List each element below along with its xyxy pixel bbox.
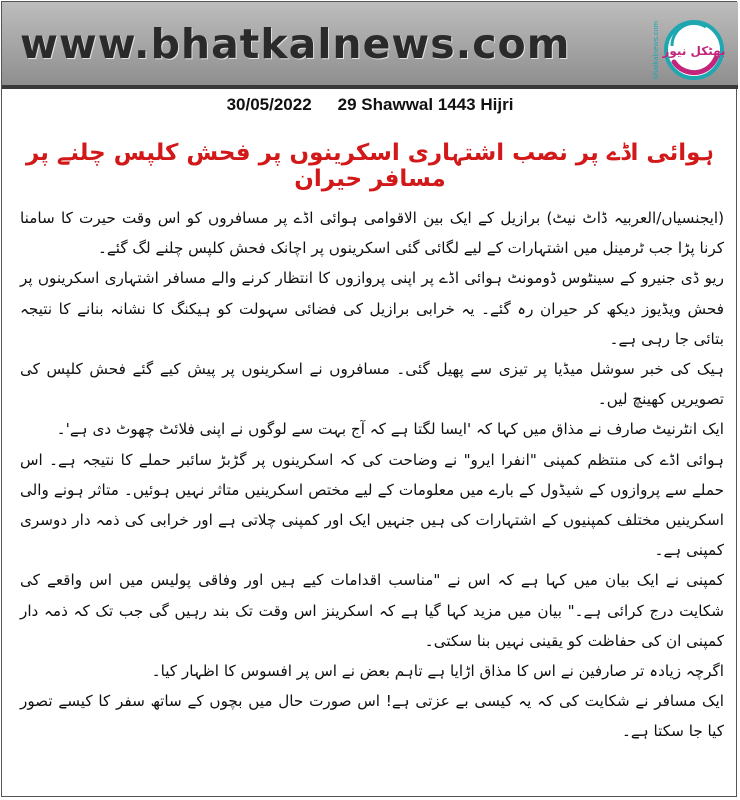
- article-body: [20, 203, 724, 747]
- article-paragraph: ایک مسافر نے شکایت کی کہ یہ کیسی بے عزتی ہے! اس صورت حال میں بچوں کے ساتھ سفر کا کیسے تصور کیا جا سکتا ہے۔: [20, 692, 724, 741]
- logo-side-text: bhatkalnews.com: [651, 21, 660, 79]
- article-paragraph: ہوائی اڈے کی منتظم کمپنی "انفرا ایرو" نے وضاحت کی کہ اسکرینوں پر گڑبڑ سائبر حملے کا نتیجہ ہے۔ اس حملے سے پروازوں کے شیڈول کے بارے میں معلومات کے لیے مختص اسکرینیں متاثر نہیں ہوئیں۔ متاثر ہونے والی اسکرینیں مختلف کمپنیوں کے اشتہارات کی ہیں جنہیں ایک اور کمپنی چلاتی ہے اور خرابی کی ذمہ دار دوسری کمپنی ہے۔: [20, 450, 724, 560]
- article-paragraph: ایک انٹرنیٹ صارف نے مذاق میں کہا کہ 'ایسا لگتا ہے کہ آج بہت سے لوگوں نے اپنی فلائٹ چھوٹ دی ہے'۔: [56, 420, 724, 439]
- logo-text: بھٹکل نیوز: [662, 44, 726, 58]
- bhatkalnews-logo: [644, 10, 730, 90]
- banner-divider: [2, 85, 738, 89]
- article-paragraph: ہیک کی خبر سوشل میڈیا پر تیزی سے پھیل گئی۔ مسافروں نے اسکرینوں پر پیش کیے گئے فحش کلپس کی تصویریں کھینچ لیں۔: [20, 360, 724, 409]
- article-headline: ہوائی اڈے پر نصب اشتہاری اسکرینوں پر فحش کلپس چلنے پر مسافر حیران: [25, 140, 715, 192]
- article-paragraph: ریو ڈی جنیرو کے سینٹوس ڈومونٹ ہوائی اڈے پر اپنی پروازوں کا انتظار کرنے والے مسافر اشتہاری اسکرینوں پر فحش ویڈیوز دیکھ کر حیران رہ گئے۔ یہ خرابی برازیل کی فضائی سہولت کو ہیکنگ کا نشانہ بنانے کا نتیجہ بتائی جا رہی ہے۔: [20, 269, 724, 348]
- site-banner: [2, 2, 738, 85]
- article-paragraph: (ایجنسیاں/العربیہ ڈاٹ نیٹ) برازیل کے ایک بین الاقوامی ہوائی اڈے پر مسافروں کو اس وقت حیرت کا سامنا کرنا پڑا جب ٹرمینل میں اشتہارات کے لیے لگائی گئی اسکرینوں پر اچانک فحش کلپس چلنے لگ گئے۔: [20, 209, 724, 258]
- gregorian-date: 30/05/2022: [226, 95, 312, 114]
- site-url[interactable]: www.bhatkalnews.com: [20, 20, 571, 68]
- hijri-date: 29 Shawwal 1443 Hijri: [337, 95, 514, 114]
- article-paragraph: اگرچہ زیادہ تر صارفین نے اس کا مذاق اڑایا ہے تاہم بعض نے اس پر افسوس کا اظہار کیا۔: [151, 662, 724, 681]
- article-paragraph: کمپنی نے ایک بیان میں کہا ہے کہ اس نے "مناسب اقدامات کیے ہیں اور وفاقی پولیس میں اس واقعے کی شکایت درج کرائی ہے۔" بیان میں مزید کہا گیا ہے کہ اسکرینز اس وقت تک بند رہیں گی جب تک کہ ذمہ دار کمپنی ان کی حفاظت کو یقینی نہیں بنا سکتی۔: [20, 571, 724, 650]
- dateline: [0, 90, 740, 120]
